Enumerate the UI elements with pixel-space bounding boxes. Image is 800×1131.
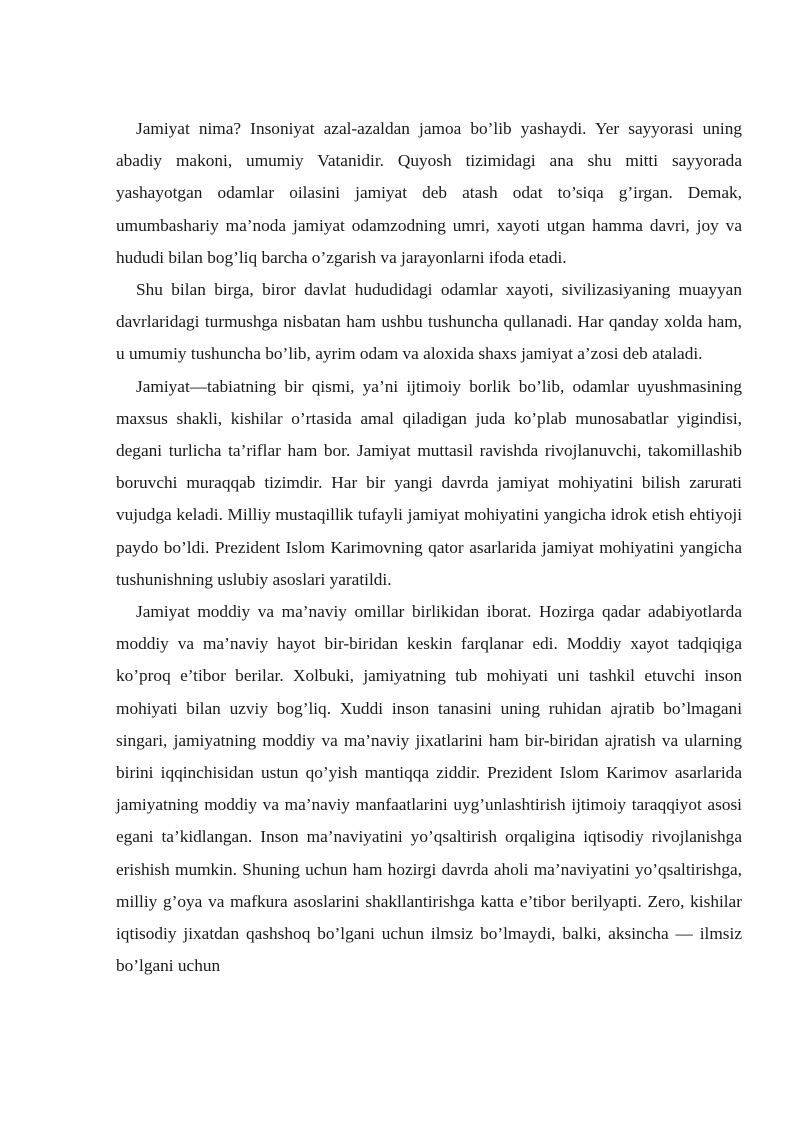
document-body: [116, 113, 742, 982]
paragraph-1: Jamiyat nima? Insoniyat azal-azaldan jamoa bo’lib yashaydi. Yer sayyorasi uning abadiy makoni, umumiy Vatanidir. Quyosh tizimidagi ana shu mitti sayyorada yashayotgan odamlar oilasini jamiyat deb atash odat to’siqa g’irgan. Demak, umumbashariy ma’noda jamiyat odamzodning umri, xayoti utgan hamma davri, joy va hududi bilan bog’liq barcha o’zgarish va jarayonlarni ifoda etadi.: [116, 119, 742, 267]
paragraph-4: Jamiyat moddiy va ma’naviy omillar birlikidan iborat. Hozirga qadar adabiyotlarda moddiy va ma’naviy hayot bir-biridan keskin farqlanar edi. Moddiy xayot tadqiqiga ko’proq e’tibor berilar. Xolbuki, jamiyatning tub mohiyati uni tashkil etuvchi inson mohiyati bilan uzviy bog’liq. Xuddi inson tanasini uning ruhidan ajratib bo’lmagani singari, jamiyatning moddiy va ma’naviy jixatlarini ham bir-biridan ajratish va ularning birini iqqinchisidan ustun qo’yish mantiqqa ziddir. Prezident Islom Karimov asarlarida jamiyatning moddiy va ma’naviy manfaatlarini uyg’unlashtirish ijtimoiy taraqqiyot asosi egani ta’kidlangan. Inson ma’naviyatini yo’qsaltirish orqaligina iqtisodiy rivojlanishga erishish mumkin. Shuning uchun ham hozirgi davrda aholi ma’naviyatini yo’qsaltirishga, milliy g’oya va mafkura asoslarini shakllantirishga katta e’tibor berilyapti. Zero, kishilar iqtisodiy jixatdan qashshoq bo’lgani uchun ilmsiz bo’lmaydi, balki, aksincha — ilmsiz bo’lgani uchun: [116, 602, 742, 976]
paragraph-3: Jamiyat—tabiatning bir qismi, ya’ni ijtimoiy borlik bo’lib, odamlar uyushmasining maxsus shakli, kishilar o’rtasida amal qiladigan juda ko’plab munosabatlar yigindisi, degani turlicha ta’riflar ham bor. Jamiyat muttasil ravishda rivojlanuvchi, takomillashib boruvchi muraqqab tizimdir. Har bir yangi davrda jamiyat mohiyatini bilish zarurati vujudga keladi. Milliy mustaqillik tufayli jamiyat mohiyatini yangicha idrok etish ehtiyoji paydo bo’ldi. Prezident Islom Karimovning qator asarlarida jamiyat mohiyatini yangicha tushunishning uslubiy asoslari yaratildi.: [116, 376, 742, 589]
paragraph-2: Shu bilan birga, biror davlat hududidagi odamlar xayoti, sivilizasiyaning muayyan davrlaridagi turmushga nisbatan ham ushbu tushuncha qullanadi. Har qanday xolda ham, u umumiy tushuncha bo’lib, ayrim odam va aloxida shaxs jamiyat a’zosi deb ataladi.: [116, 280, 742, 364]
